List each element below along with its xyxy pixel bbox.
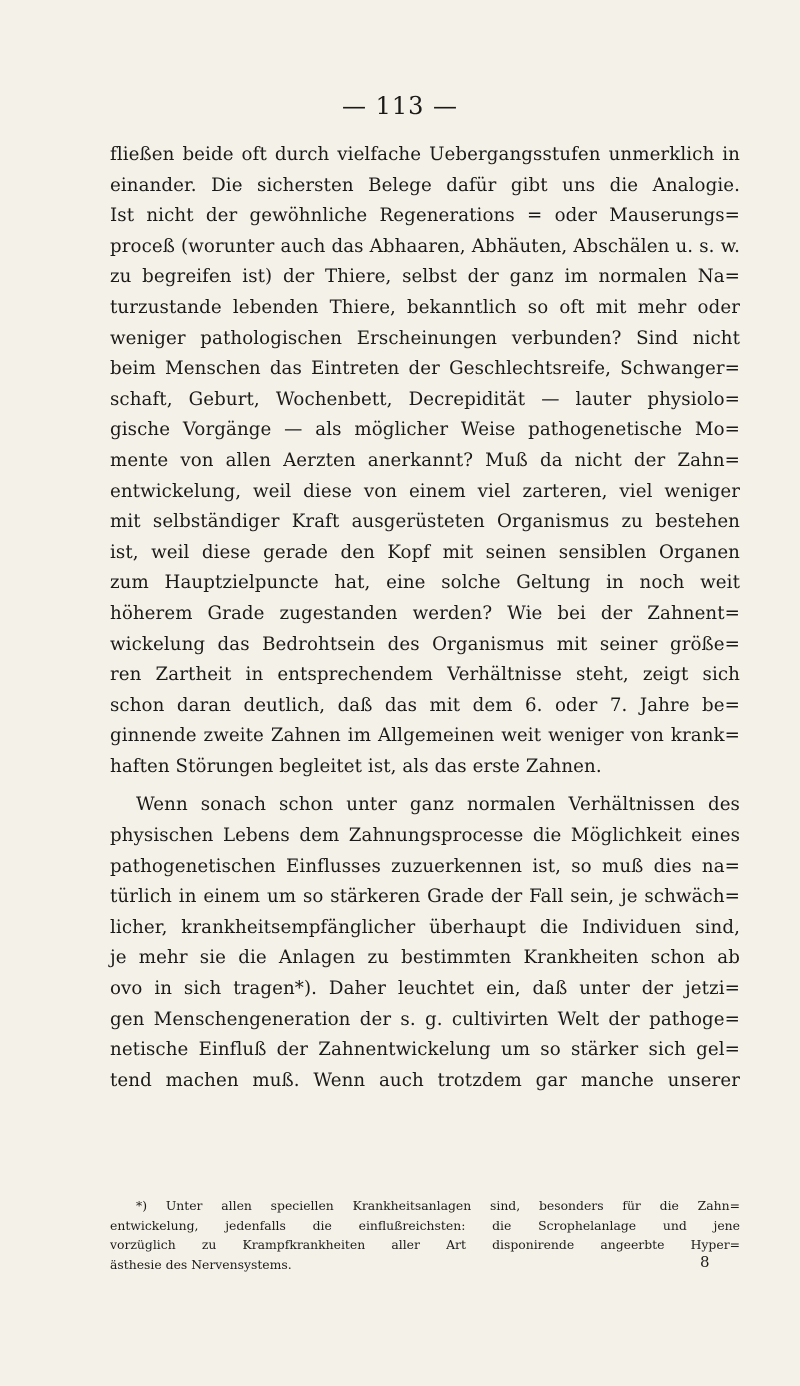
text-line: Ist nicht der gewöhnliche Regenerations = oder Mauserungs= xyxy=(110,205,740,227)
text-line: weniger pathologischen Erscheinungen verbunden? Sind nicht xyxy=(110,327,740,349)
text-line: tend machen muß. Wenn auch trotzdem gar manche unserer xyxy=(110,1069,740,1091)
footnote-line: ästhesie des Nervensystems. xyxy=(110,1256,292,1272)
text-line: türlich in einem um so stärkeren Grade der Fall sein, je schwäch= xyxy=(110,886,740,908)
text-line: beim Menschen das Eintreten der Geschlechtsreife, Schwanger= xyxy=(110,358,740,380)
footnote xyxy=(110,1196,740,1274)
text-line: ist, weil diese gerade den Kopf mit seinen sensiblen Organen xyxy=(110,541,740,563)
footnote-line: vorzüglich zu Krampfkrankheiten aller Art disponirende angeerbte Hyper= xyxy=(110,1237,740,1252)
text-line: pathogenetischen Einflusses zuzuerkennen ist, so muß dies na= xyxy=(110,855,740,877)
text-line: mente von allen Aerzten anerkannt? Muß da nicht der Zahn= xyxy=(110,449,740,471)
text-line: Wenn sonach schon unter ganz normalen Verhältnissen des xyxy=(136,794,740,816)
footnote-line: entwickelung, jedenfalls die einflußreichsten: die Scrophelanlage und jene xyxy=(110,1217,740,1233)
text-line: je mehr sie die Anlagen zu bestimmten Krankheiten schon ab xyxy=(110,947,740,969)
text-line: gische Vorgänge — als möglicher Weise pathogenetische Mo= xyxy=(110,419,740,441)
page-number: — 113 — xyxy=(341,92,459,120)
text-line: höherem Grade zugestanden werden? Wie bei der Zahnent= xyxy=(110,602,740,624)
text-line: zum Hauptzielpuncte hat, eine solche Geltung in noch weit xyxy=(110,572,740,594)
text-line: netische Einfluß der Zahnentwickelung um so stärker sich gel= xyxy=(110,1039,740,1061)
text-line: ren Zartheit in entsprechendem Verhältnisse steht, zeigt sich xyxy=(110,664,740,686)
body-text xyxy=(110,140,740,1096)
text-line: turzustande lebenden Thiere, bekanntlich so oft mit mehr oder xyxy=(110,296,740,318)
text-line: fließen beide oft durch vielfache Uebergangsstufen unmerklich in xyxy=(110,144,740,165)
text-line: gen Menschengeneration der s. g. cultivirten Welt der pathoge= xyxy=(110,1008,740,1030)
text-line: zu begreifen ist) der Thiere, selbst der ganz im normalen Na= xyxy=(110,266,740,288)
paragraph-gap xyxy=(110,782,740,790)
text-line: mit selbständiger Kraft ausgerüsteten Organismus zu bestehen xyxy=(110,511,740,533)
signature-mark: 8 xyxy=(700,1253,710,1271)
text-line: ovo in sich tragen*). Daher leuchtet ein, daß unter der jetzi= xyxy=(110,978,740,1000)
text-line: einander. Die sichersten Belege dafür gibt uns die Analogie. xyxy=(110,174,740,196)
text-line: entwickelung, weil diese von einem viel zarteren, viel weniger xyxy=(110,480,740,502)
text-line: ginnende zweite Zahnen im Allgemeinen weit weniger von krank= xyxy=(110,725,740,747)
text-line: schon daran deutlich, daß das mit dem 6. oder 7. Jahre be= xyxy=(110,694,740,716)
text-line: proceß (worunter auch das Abhaaren, Abhäuten, Abschälen u. s. w. xyxy=(110,235,740,257)
text-line: wickelung das Bedrohtsein des Organismus mit seiner größe= xyxy=(110,633,740,655)
text-line: physischen Lebens dem Zahnungsprocesse die Möglichkeit eines xyxy=(110,825,740,847)
text-line: licher, krankheitsempfänglicher überhaupt die Individuen sind, xyxy=(110,916,740,938)
text-line: haften Störungen begleitet ist, als das erste Zahnen. xyxy=(110,755,602,777)
footnote-line: *) Unter allen speciellen Krankheitsanlagen sind, besonders für die Zahn= xyxy=(136,1198,740,1213)
text-line: schaft, Geburt, Wochenbett, Decrepidität — lauter physiolo= xyxy=(110,388,740,410)
